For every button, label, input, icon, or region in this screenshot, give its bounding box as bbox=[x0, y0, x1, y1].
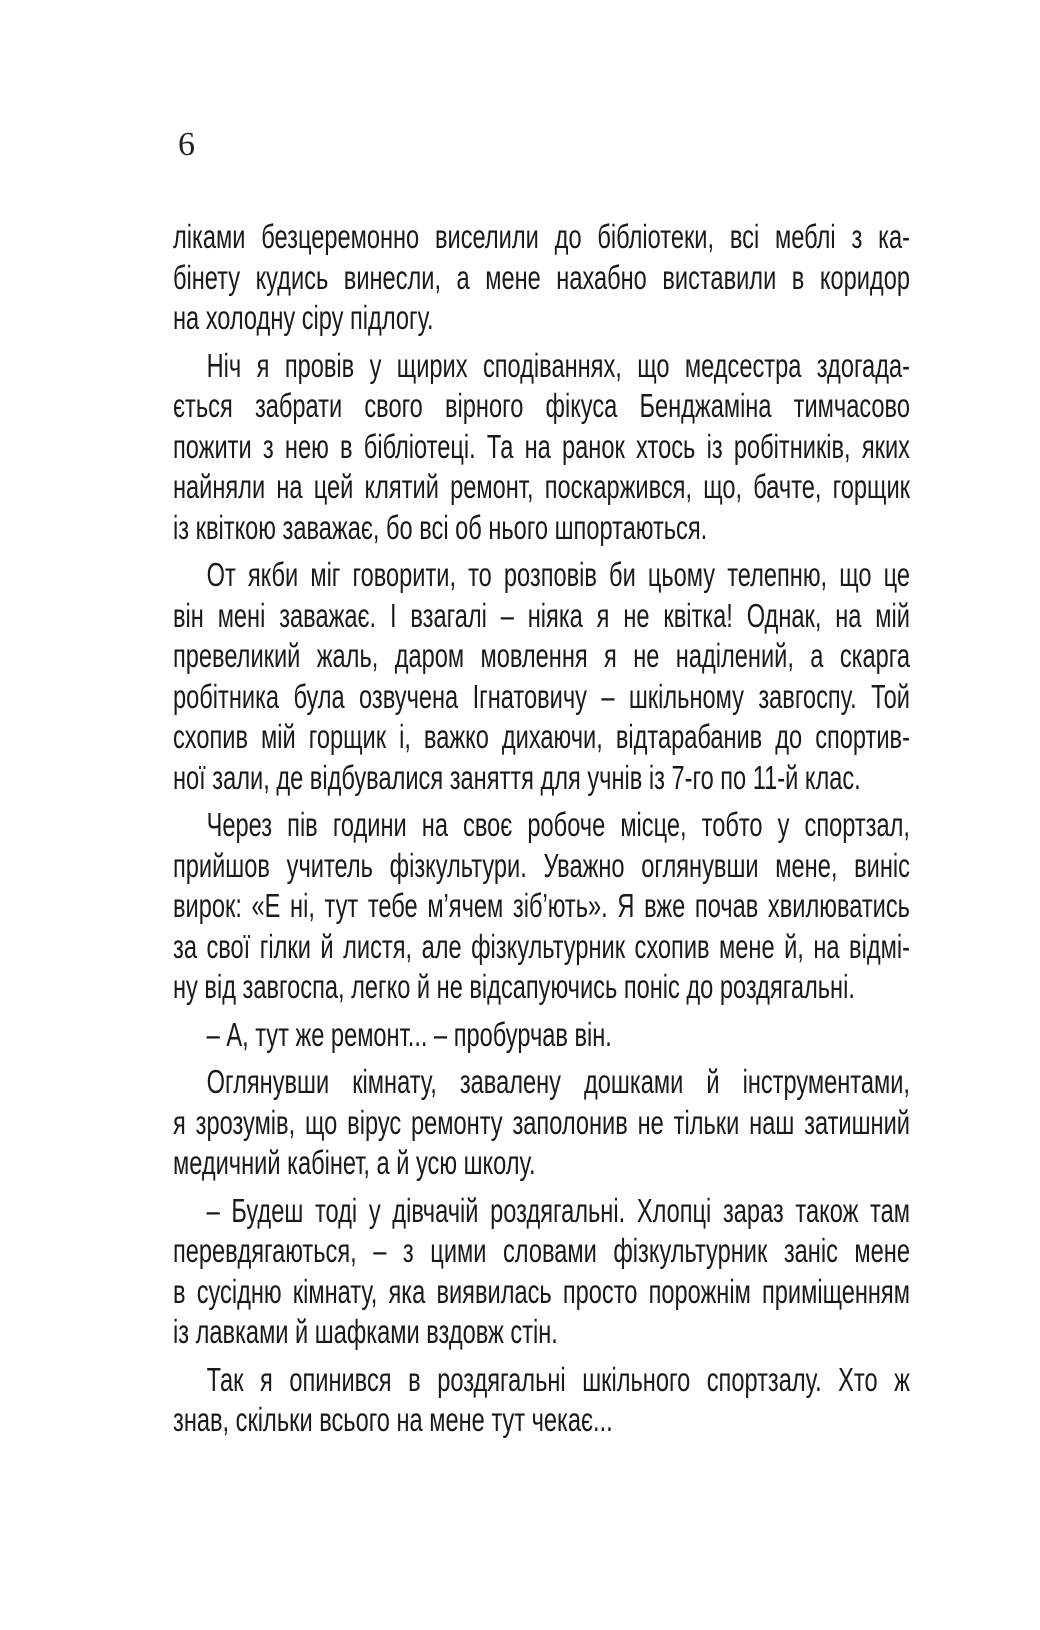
paragraph bbox=[173, 217, 910, 339]
text-line: бінету кудись винесли, а мене нахабно виставили в коридор bbox=[173, 258, 910, 296]
text-line: він мені заважає. І взагалі – ніяка я не квітка! Однак, на мій bbox=[173, 596, 910, 634]
text-line: я зрозумів, що вірус ремонту заполонив не тільки наш затишний bbox=[173, 1103, 910, 1141]
paragraph bbox=[173, 1191, 910, 1353]
text-line: вирок: «Е ні, тут тебе м’ячем зіб’ють». Я вже почав хвилюватись bbox=[173, 887, 910, 924]
text-line: ліками безцеремонно виселили до бібліотеки, всі меблі з ка- bbox=[173, 218, 910, 255]
text-line: найняли на цей клятий ремонт, поскаржився, що, бачте, горщик bbox=[173, 468, 910, 505]
paragraph bbox=[173, 1062, 910, 1184]
text-line: перевдягаються, – з цими словами фізкультурник заніс мене bbox=[173, 1232, 910, 1269]
paragraph bbox=[173, 555, 910, 798]
text-line: прийшов учитель фізкультури. Уважно оглянувши мене, виніс bbox=[173, 846, 910, 884]
text-line: із квіткою заважає, бо всі об нього шпортаються. bbox=[173, 508, 708, 546]
text-line: превеликий жаль, даром мовлення я не наділений, а скарга bbox=[173, 637, 910, 674]
text-line: за свої гілки й листя, але фізкультурник схопив мене й, на відмі- bbox=[173, 927, 910, 965]
text-line: на холодну сіру підлогу. bbox=[173, 299, 434, 336]
text-line: в сусідню кімнату, яка виявилась просто порожнім приміщенням bbox=[173, 1272, 910, 1310]
text-line: робітника була озвучена Ігнатовичу – шкільному завгоспу. Той bbox=[173, 677, 910, 715]
text-line: медичний кабінет, а й усю школу. bbox=[173, 1144, 536, 1181]
text-line: Через пів години на своє робоче місце, тобто у спортзал, bbox=[206, 806, 910, 843]
text-line: От якби міг говорити, то розповів би цьому телепню, що це bbox=[206, 556, 910, 593]
paragraph bbox=[173, 1360, 910, 1441]
paragraph bbox=[173, 1015, 910, 1056]
body-text bbox=[173, 217, 910, 1441]
body-text-area bbox=[173, 217, 910, 1441]
text-line: Оглянувши кімнату, завалену дошками й інструментами, bbox=[206, 1063, 910, 1100]
text-line: схопив мій горщик і, важко дихаючи, відтарабанив до спортив- bbox=[173, 718, 910, 755]
text-line: – А, тут же ремонт... – пробурчав він. bbox=[206, 1015, 612, 1053]
text-line: Ніч я провів у щирих сподіваннях, що медсестра здогада- bbox=[206, 346, 910, 384]
text-line: ну від завгоспа, легко й не відсапуючись поніс до роздягальні. bbox=[173, 968, 855, 1005]
text-line: ної зали, де відбувалися заняття для учнів із 7-го по 11-й клас. bbox=[173, 758, 861, 796]
text-line: Так я опинився в роздягальні шкільного спортзалу. Хто ж bbox=[206, 1360, 910, 1398]
text-line: знав, скільки всього на мене тут чекає... bbox=[173, 1401, 613, 1438]
text-line: із лавками й шафками вздовж стін. bbox=[173, 1313, 558, 1350]
paragraph bbox=[173, 346, 910, 549]
paragraph bbox=[173, 805, 910, 1008]
page-number: 6 bbox=[178, 126, 195, 163]
text-line: ється забрати свого вірного фікуса Бенджаміна тимчасово bbox=[173, 387, 910, 424]
text-line: – Будеш тоді у дівчачій роздягальні. Хлопці зараз також там bbox=[206, 1191, 910, 1229]
text-line: пожити з нею в бібліотеці. Та на ранок хтось із робітників, яких bbox=[173, 427, 910, 465]
